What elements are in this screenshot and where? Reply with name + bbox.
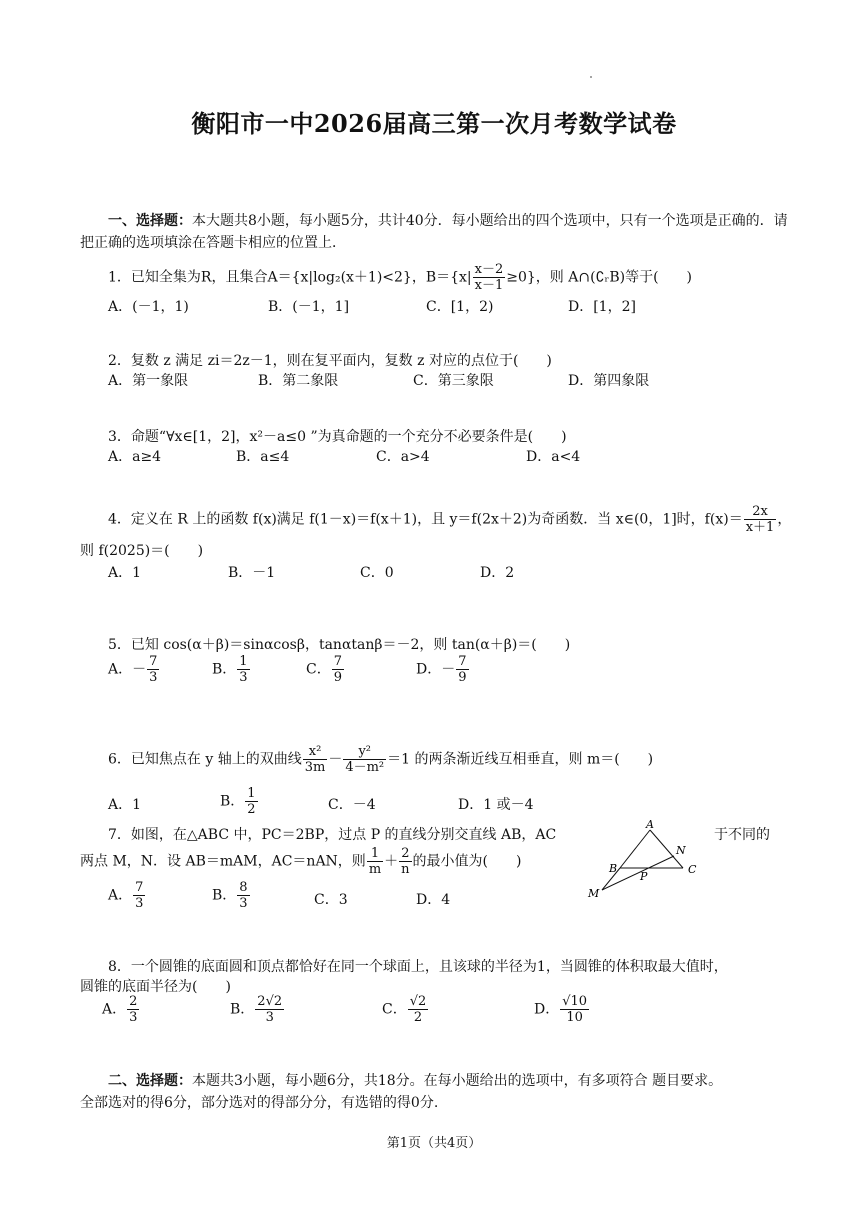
q7-a-label: A． — [108, 887, 133, 904]
q7-a-frac — [133, 880, 145, 911]
q5-b-label: B． — [212, 661, 237, 678]
question-2-stem: 2．复数 z 满足 zi＝2z－1，则在复平面内，复数 z 对应的点位于( ) — [108, 353, 552, 369]
page-footer: 第1页（共4页） — [386, 1136, 482, 1151]
q5-d-frac — [456, 654, 468, 685]
q3-option-d[interactable]: D．a<4 — [526, 449, 581, 465]
q3-option-a[interactable]: A．a≥4 — [108, 449, 162, 465]
label-a: A — [646, 818, 654, 831]
q1-fraction — [473, 262, 506, 293]
question-7-stem-right: 于不同的 — [714, 827, 770, 843]
q4-option-a[interactable]: A．1 — [108, 565, 142, 581]
q6-f2-den: 4－m² — [345, 760, 385, 775]
q6-f2-num: y² — [343, 744, 386, 760]
segment-ab — [620, 830, 650, 868]
q1-option-a[interactable]: A．(－1，1) — [108, 299, 189, 315]
q7-f2-num: 2 — [399, 846, 411, 862]
q7-option-b[interactable] — [212, 880, 251, 911]
q8-c-den: 2 — [413, 1010, 423, 1025]
q1-stem-b: A＝{x|log₂(x＋1)<2}，B＝{x| — [267, 269, 472, 286]
q5-option-b[interactable] — [212, 654, 251, 685]
section2-text-a: 本题共3小题，每小题6分，共18分。在每小题给出的选项中，有多项符合 题目要求。 — [192, 1073, 723, 1089]
q8-c-label: C． — [382, 1001, 407, 1018]
q6-b-label: B． — [220, 793, 245, 810]
question-7-stem-cont — [80, 846, 521, 877]
q7-option-a[interactable] — [108, 880, 146, 911]
q5-option-c[interactable] — [306, 654, 345, 685]
q8-a-num: 2 — [129, 994, 138, 1009]
q8-a-label: A． — [102, 1001, 127, 1018]
q7-b-num: 8 — [239, 880, 248, 895]
q6-option-b[interactable] — [220, 786, 259, 817]
q4-frac-num: 2x — [744, 504, 777, 520]
section2-instructions-cont: 全部选对的得6分，部分选对的得部分分，有选错的得0分. — [80, 1095, 439, 1111]
q5-c-num: 7 — [333, 654, 342, 669]
q6-b-frac — [245, 786, 257, 817]
triangle-figure — [580, 818, 710, 902]
label-c: C — [688, 863, 697, 876]
scan-dot — [590, 76, 592, 78]
q2-option-b[interactable]: B．第二象限 — [258, 373, 339, 389]
q7-stem-b: 两点 M，N．设 AB＝mAM，AC＝nAN，则 — [80, 853, 366, 870]
q6-option-a[interactable]: A．1 — [108, 797, 142, 813]
q5-d-sign: － — [441, 661, 456, 678]
q2-option-d[interactable]: D．第四象限 — [568, 373, 650, 389]
question-8-stem: 8．一个圆锥的底面圆和顶点都恰好在同一个球面上，且该球的半径为1，当圆锥的体积取最大值时， — [108, 959, 728, 975]
label-p: P — [640, 870, 648, 883]
label-m: M — [588, 887, 600, 900]
q7-f1-num: 1 — [367, 846, 383, 862]
q1-option-b[interactable]: B．(－1，1] — [268, 299, 350, 315]
q7-b-frac — [237, 880, 249, 911]
q7-a-den: 3 — [135, 896, 144, 911]
q5-d-label: D． — [416, 661, 442, 678]
q5-a-sign: － — [132, 661, 147, 678]
q8-b-label: B． — [230, 1001, 255, 1018]
q8-b-num: 2√2 — [257, 994, 283, 1009]
q7-b-den: 3 — [239, 896, 248, 911]
q8-option-d[interactable] — [534, 994, 590, 1025]
section2-heading: 二、选择题： — [108, 1073, 192, 1089]
q7-option-c[interactable]: C．3 — [314, 892, 348, 908]
question-6-stem — [108, 744, 653, 775]
q5-option-a[interactable] — [108, 654, 160, 685]
q8-b-frac — [255, 994, 284, 1025]
q3-option-c[interactable]: C．a>4 — [376, 449, 430, 465]
q6-b-den: 2 — [247, 802, 256, 817]
q6-frac-1 — [303, 744, 328, 775]
question-1-stem — [108, 262, 692, 293]
q8-b-den: 3 — [265, 1010, 274, 1025]
q7-a-num: 7 — [135, 880, 144, 895]
q5-d-den: 9 — [458, 670, 467, 685]
q5-option-d[interactable] — [416, 654, 470, 685]
q5-c-den: 9 — [333, 670, 342, 685]
section1-text: 本大题共8小题，每小题5分，共计40分．每小题给出的四个选项中，只有一个选项是正确的．请把正确的选项填涂在答题卡相应的位置上． — [80, 213, 788, 251]
q2-option-a[interactable]: A．第一象限 — [108, 373, 189, 389]
q5-c-label: C． — [306, 661, 331, 678]
q6-f1-den: 3m — [304, 760, 326, 775]
q7-frac-2 — [399, 846, 411, 877]
q8-option-b[interactable] — [230, 994, 285, 1025]
q7-f1-den: m — [368, 862, 382, 877]
q8-d-label: D． — [534, 1001, 560, 1018]
section1-heading: 一、选择题： — [108, 213, 192, 229]
q5-b-num: 1 — [239, 654, 248, 669]
q4-option-c[interactable]: C．0 — [360, 565, 394, 581]
exam-title: 衡阳市一中2026届高三第一次月考数学试卷 — [191, 109, 677, 138]
label-n: N — [676, 844, 686, 857]
q6-b-num: 1 — [247, 786, 256, 801]
q1-option-d[interactable]: D．[1，2] — [568, 299, 636, 315]
q8-option-a[interactable] — [102, 994, 140, 1025]
q8-a-den: 3 — [129, 1010, 138, 1025]
q8-option-c[interactable] — [382, 994, 429, 1025]
q7-frac-1 — [367, 846, 383, 877]
q6-stem-b: ＝1 的两条渐近线互相垂直，则 m＝( ) — [387, 751, 654, 768]
section1-instructions — [80, 210, 790, 254]
q8-d-den: 10 — [566, 1010, 583, 1025]
question-3-stem: 3．命题“∀x∈[1，2]，x²－a≤0 ”为真命题的一个充分不必要条件是( ) — [108, 429, 567, 445]
q4-fraction — [744, 504, 777, 535]
q5-b-frac — [237, 654, 249, 685]
q1-stem-c: ≥0}，则 A∩(∁ᵣB)等于( ) — [506, 269, 693, 286]
q3-option-b[interactable]: B．a≤4 — [236, 449, 290, 465]
q5-a-den: 3 — [149, 670, 158, 685]
q5-d-num: 7 — [458, 654, 467, 669]
q7-stem-c: 的最小值为( ) — [412, 853, 522, 870]
section2-instructions — [108, 1070, 722, 1090]
question-7-stem: 7．如图，在△ABC 中，PC＝2BP，过点 P 的直线分别交直线 AB，AC — [108, 827, 557, 843]
q7-f2-den: n — [401, 862, 410, 877]
q1-frac-num: x－2 — [474, 262, 504, 277]
q7-plus: ＋ — [384, 853, 399, 870]
q5-a-num: 7 — [149, 654, 158, 669]
q6-minus: － — [328, 751, 343, 768]
q6-option-c[interactable]: C．－4 — [328, 797, 376, 813]
q7-option-d[interactable]: D．4 — [416, 892, 451, 908]
question-5-stem: 5．已知 cos(α＋β)＝sinαcosβ，tanαtanβ＝－2，则 tan(α＋β)＝( ) — [108, 637, 571, 653]
label-b: B — [609, 862, 618, 875]
q4-frac-den: x＋1 — [745, 520, 775, 535]
q4-stem-a: 4．定义在 R 上的函数 f(x)满足 f(1－x)＝f(x＋1)，且 y＝f(2x＋2)为奇函数．当 x∈(0，1]时，f(x)＝ — [108, 511, 743, 528]
q8-c-num: √2 — [409, 994, 427, 1009]
q4-stem-b: ， — [777, 511, 792, 528]
q1-option-c[interactable]: C．[1，2) — [426, 299, 494, 315]
q5-a-label: A． — [108, 661, 133, 678]
question-4-stem — [108, 504, 791, 535]
q8-c-frac — [408, 994, 429, 1025]
q6-frac-2 — [343, 744, 386, 775]
q5-b-den: 3 — [239, 670, 248, 685]
q7-b-label: B． — [212, 887, 237, 904]
q6-stem-a: 6．已知焦点在 y 轴上的双曲线 — [108, 751, 302, 768]
q6-option-d[interactable]: D．1 或－4 — [458, 797, 534, 813]
q5-c-frac — [332, 654, 344, 685]
q1-frac-den: x－1 — [474, 278, 504, 293]
q2-option-c[interactable]: C．第三象限 — [413, 373, 494, 389]
q8-d-num: √10 — [562, 994, 588, 1009]
question-4-stem-cont: 则 f(2025)＝( ) — [80, 543, 204, 559]
q1-stem-a: 1．已知全集为R，且集合 — [108, 269, 268, 286]
q8-a-frac — [127, 994, 139, 1025]
q8-d-frac — [560, 994, 589, 1025]
q6-f1-num: x² — [303, 744, 328, 760]
q4-option-b[interactable]: B．－1 — [228, 565, 276, 581]
q4-option-d[interactable]: D．2 — [480, 565, 515, 581]
q5-a-frac — [147, 654, 159, 685]
question-8-stem-cont: 圆锥的底面半径为( ) — [80, 979, 231, 995]
